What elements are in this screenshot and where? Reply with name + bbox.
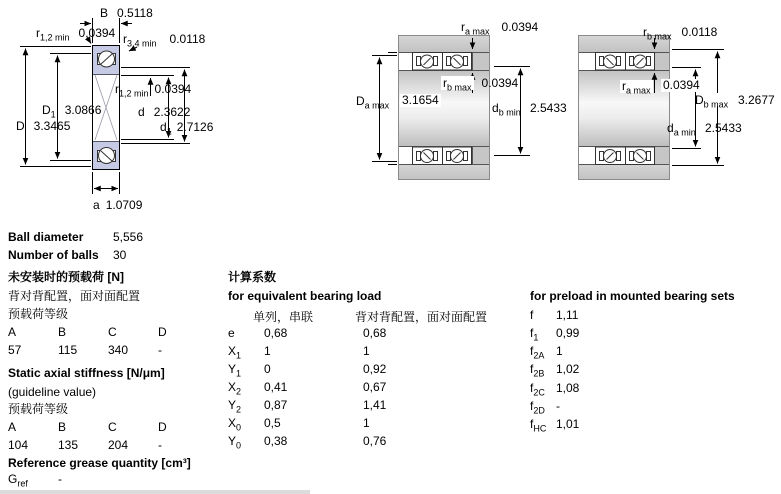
drawing-set-back-to-back <box>398 35 490 180</box>
number-of-balls-label: Number of balls <box>8 248 99 262</box>
dim-db-min-label: $d_{b min}$ <box>492 101 521 118</box>
factor-row-e: e 0,68 0,68 <box>228 326 387 340</box>
preload-class-headers <box>8 325 208 339</box>
dim-ra-max-f2f-value: 0.0394 <box>663 78 700 92</box>
dim-Da-max-value: 3.1654 <box>402 93 439 107</box>
preload-value-d: - <box>158 343 162 357</box>
dim-Db-max-value: 3.2677 <box>738 93 775 107</box>
number-of-balls-value: 30 <box>113 248 127 262</box>
dim-ra-max: $r_{a max}$ 0.0394 <box>461 20 539 37</box>
preload-header-c: C <box>108 325 117 339</box>
dim-d: d 2.3622 <box>138 105 191 119</box>
stiffness-value-a: 104 <box>8 438 29 452</box>
factor-row-y2: $Y_2$ 0,87 1,41 <box>228 398 387 415</box>
col1-header: 单列，串联 <box>253 310 314 324</box>
dim-rb-max-f2f: $r_{b max}$ 0.0118 <box>643 25 718 42</box>
dim-da-min-label: $d_{a min}$ <box>667 121 696 138</box>
preload-factor-row-f: f 1,11 <box>530 308 579 322</box>
preload-header-d: D <box>158 325 167 339</box>
preload-factors-heading: for preload in mounted bearing sets <box>530 289 735 303</box>
stiffness-value-b: 135 <box>58 438 79 452</box>
preload-factor-row-f2c: $f_{2C}$ 1,08 <box>530 381 580 398</box>
dim-db-min-value: 2.5433 <box>530 101 567 115</box>
equivalent-load-heading: for equivalent bearing load <box>228 289 382 303</box>
preload-value-c: 340 <box>108 343 129 357</box>
dim-r34-min: $r_{3,4 min}$ 0.0118 <box>123 32 206 49</box>
factor-row-y1: $Y_1$ 0 0,92 <box>228 362 387 379</box>
preload-value-a: 57 <box>8 343 22 357</box>
dim-Db-max-label: $D_{b max}$ <box>695 93 729 110</box>
dim-d1: $d_1$ 2.7126 <box>160 120 214 137</box>
preload-header-b: B <box>58 325 67 339</box>
dim-da-min-value: 2.5433 <box>705 121 742 135</box>
preload-section-subtitle: 背对背配置，面对面配置 <box>8 289 141 303</box>
stiffness-value-d: - <box>158 438 162 452</box>
stiffness-value-c: 204 <box>108 438 129 452</box>
grease-section-title: Reference grease quantity [cm³] <box>8 456 191 470</box>
equivalent-load-column-headers <box>228 308 538 324</box>
stiffness-header-d: D <box>158 420 167 434</box>
dim-D: D 3.3465 <box>16 119 71 133</box>
ball-diameter-value: 5,556 <box>113 230 144 244</box>
preload-values-row <box>8 343 208 357</box>
preload-value-b: 115 <box>58 343 78 357</box>
dim-a: a 1.0709 <box>93 198 143 212</box>
stiffness-section-title: Static axial stiffness [N/μm] <box>8 366 165 380</box>
drawing-set-face-to-face <box>578 35 670 180</box>
gref-label: $G_{ref}$ <box>8 472 28 489</box>
calc-factors-title: 计算系数 <box>228 270 277 284</box>
factor-row-x0: $X_0$ 0,5 1 <box>228 416 370 433</box>
stiffness-guideline-note: (guideline value) <box>8 385 97 399</box>
stiffness-values-row <box>8 438 208 452</box>
preload-factor-row-f2b: $f_{2B}$ 1,02 <box>530 362 580 379</box>
ball-diameter-label: Ball diameter <box>8 230 84 244</box>
preload-section-title: 未安装时的预载荷 [N] <box>8 270 124 284</box>
dim-Da-max-label: $D_{a max}$ <box>356 94 390 111</box>
factor-row-y0: $Y_0$ 0,38 0,76 <box>228 434 387 451</box>
preload-factor-row-f2a: $f_{2A}$ 1 <box>530 344 563 361</box>
dim-D1: $D_1$ 3.0866 <box>42 103 102 120</box>
stiffness-class-headers <box>8 420 208 434</box>
factor-row-x2: $X_2$ 0,41 0,67 <box>228 380 387 397</box>
preload-factor-row-f2d: $f_{2D}$ - <box>530 399 560 416</box>
stiffness-header-c: C <box>108 420 117 434</box>
preload-class-label: 预载荷等级 <box>8 307 69 321</box>
dim-rb-max-label: $r_{b max}$ 0.0394 <box>443 76 519 93</box>
preload-factor-row-f1: $f_1$ 0,99 <box>530 326 580 343</box>
dim-r12-min-top: $r_{1,2 min}$ 0.0394 <box>36 26 116 43</box>
bottom-divider <box>0 490 310 494</box>
factor-row-x1: $X_1$ 1 1 <box>228 344 370 361</box>
preload-factor-row-fhc: $f_{HC}$ 1,01 <box>530 417 580 434</box>
dim-ra-max-f2f-label: $r_{a max}$ <box>622 79 651 96</box>
gref-value: - <box>58 472 62 486</box>
stiffness-header-a: A <box>8 420 17 434</box>
dim-width-B: B 0.5118 <box>100 6 153 20</box>
preload-header-a: A <box>8 325 17 339</box>
dim-r12-min-right: $r_{1,2 min}$ 0.0394 <box>115 82 192 99</box>
stiffness-header-b: B <box>58 420 67 434</box>
stiffness-class-label: 预载荷等级 <box>8 402 69 416</box>
col2-header: 背对背配置，面对面配置 <box>355 310 488 324</box>
